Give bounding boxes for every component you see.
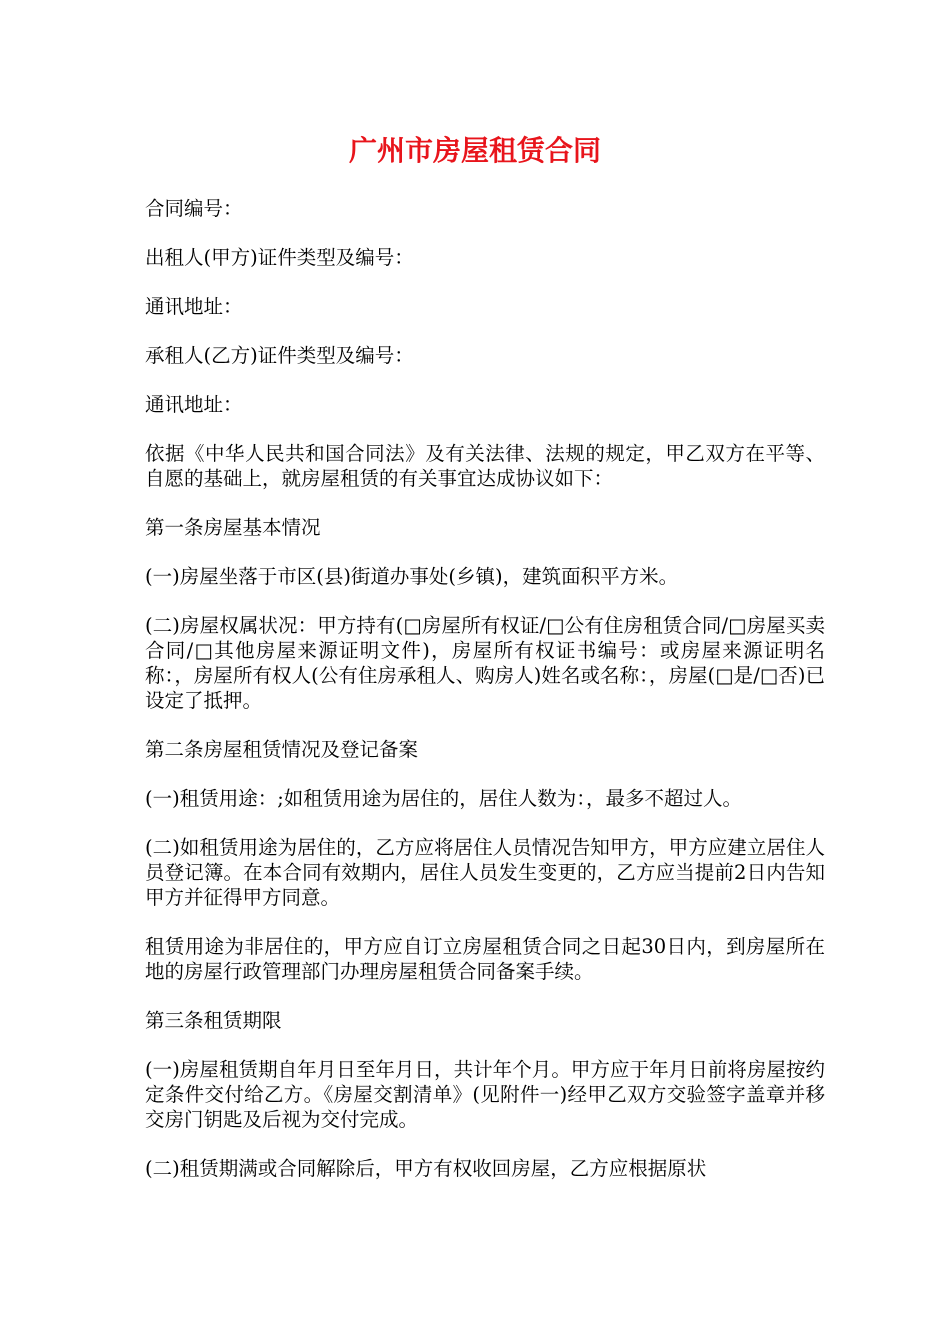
document-body	[145, 196, 825, 1205]
paragraph-3-2: (二)租赁期满或合同解除后，甲方有权收回房屋，乙方应根据原状	[145, 1157, 707, 1180]
paragraph-1-1: (一)房屋坐落于市区(县)街道办事处(乡镇)，建筑面积平方米。	[145, 565, 679, 588]
paragraph-3-1: (一)房屋租赁期自年月日至年月日，共计年个月。甲方应于年月日前将房屋按约定条件交付给乙方。《房屋交割清单》(见附件一)经甲乙双方交验签字盖章并移交房门钥匙及后视为交付完成。	[145, 1058, 825, 1131]
paragraph-lessee-id: 承租人(乙方)证件类型及编号：	[145, 344, 414, 367]
section-heading-1: 第一条房屋基本情况	[145, 516, 321, 539]
paragraph-lessor-id: 出租人(甲方)证件类型及编号：	[145, 246, 414, 269]
paragraph-2-2: (二)如租赁用途为居住的，乙方应将居住人员情况告知甲方，甲方应建立居住人员登记簿。在本合同有效期内，居住人员发生变更的，乙方应当提前2日内告知甲方并征得甲方同意。	[145, 836, 825, 909]
paragraph-lessee-address: 通讯地址：	[145, 393, 243, 416]
paragraph-1-2: (二)房屋权属状况：甲方持有(□房屋所有权证/□公有住房租赁合同/□房屋买卖合同/□其他房屋来源证明文件)，房屋所有权证书编号：或房屋来源证明名称：，房屋所有权人(公有住房承租人、购房人)姓名或名称：，房屋(□是/□否)已设定了抵押。	[145, 614, 825, 712]
paragraph-preamble: 依据《中华人民共和国合同法》及有关法律、法规的规定，甲乙双方在平等、自愿的基础上，就房屋租赁的有关事宜达成协议如下：	[145, 442, 825, 490]
section-heading-3: 第三条租赁期限	[145, 1009, 282, 1032]
section-heading-2: 第二条房屋租赁情况及登记备案	[145, 738, 419, 761]
paragraph-2-3: 租赁用途为非居住的，甲方应自订立房屋租赁合同之日起30日内，到房屋所在地的房屋行政管理部门办理房屋租赁合同备案手续。	[145, 935, 825, 983]
paragraph-lessor-address: 通讯地址：	[145, 295, 243, 318]
document-title: 广州市房屋租赁合同	[348, 134, 601, 167]
paragraph-contract-number: 合同编号：	[145, 197, 243, 220]
paragraph-2-1: (一)租赁用途：;如租赁用途为居住的，居住人数为：，最多不超过人。	[145, 787, 743, 810]
